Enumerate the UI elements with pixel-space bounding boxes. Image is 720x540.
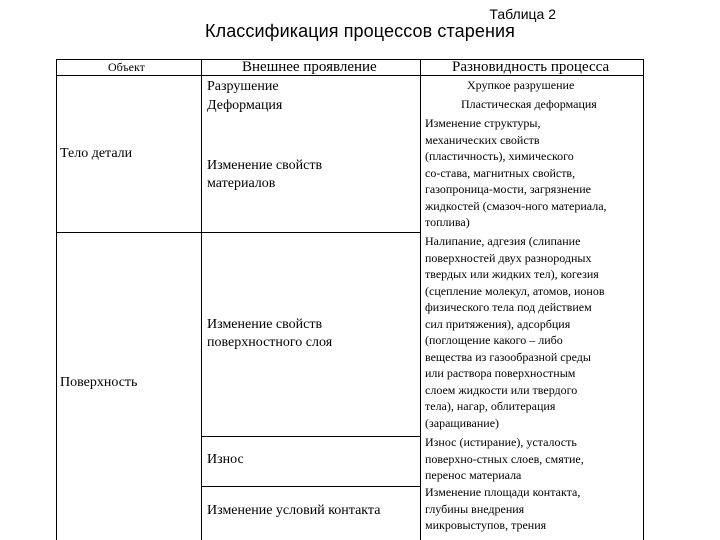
page-title: Классификация процессов старения: [205, 21, 515, 41]
table-caption: Таблица 2: [489, 6, 556, 22]
manifestation-material-change-line1: Изменение свойств: [207, 158, 323, 173]
header-variety: Разновидность процесса: [452, 59, 610, 75]
manifestation-row-divider: [201, 436, 420, 437]
variety-brittle: Хрупкое разрушение: [467, 78, 575, 92]
header-manifestation: Внешнее проявление: [242, 59, 377, 75]
table-right-border: [643, 59, 644, 540]
variety-contact-area: Изменение площади контакта, глубины внедрения микровыступов, трения: [425, 485, 581, 532]
table-left-border: [56, 59, 57, 540]
manifestation-surface-change-line2: поверхностного слоя: [207, 335, 333, 350]
object-surface: Поверхность: [60, 375, 138, 390]
variety-plastic: Пластическая деформация: [461, 97, 597, 111]
manifestation-contact-change: Изменение условий контакта: [207, 503, 381, 518]
manifestation-destruction: Разрушение: [207, 79, 279, 94]
manifestation-material-change-line2: материалов: [207, 176, 276, 191]
manifestation-row-divider: [201, 232, 420, 233]
variety-adhesion: Налипание, адгезия (слипание поверхностей двух разнородных твердых или жидких тел), когезия (сцепление молекул, атомов, ионов физического тела под действием сил притяжения), адсорбция (поглощение какого – либо вещества из газообразной среды или раствора поверхностным слоем жидкости или твердого тела), нагар, облитерация (заращивание): [425, 234, 605, 430]
header-object: Объект: [108, 60, 145, 74]
manifestation-deformation: Деформация: [207, 98, 283, 113]
manifestation-wear: Износ: [207, 452, 244, 467]
object-row-divider: [56, 232, 201, 233]
column-divider-2: [420, 59, 421, 540]
column-divider-1: [201, 59, 202, 540]
object-part-body: Тело детали: [60, 146, 133, 161]
variety-wear-types: Износ (истирание), усталость поверхно-стных слоев, смятие, перенос материала: [425, 435, 584, 482]
manifestation-row-divider: [201, 486, 420, 487]
variety-structure: Изменение структуры, механических свойств (пластичность), химического со-става, магнитных свойств, газопроница-мости, загрязнение жидкостей (смазоч-ного материала, топлива): [425, 116, 607, 229]
manifestation-surface-change-line1: Изменение свойств: [207, 317, 323, 332]
